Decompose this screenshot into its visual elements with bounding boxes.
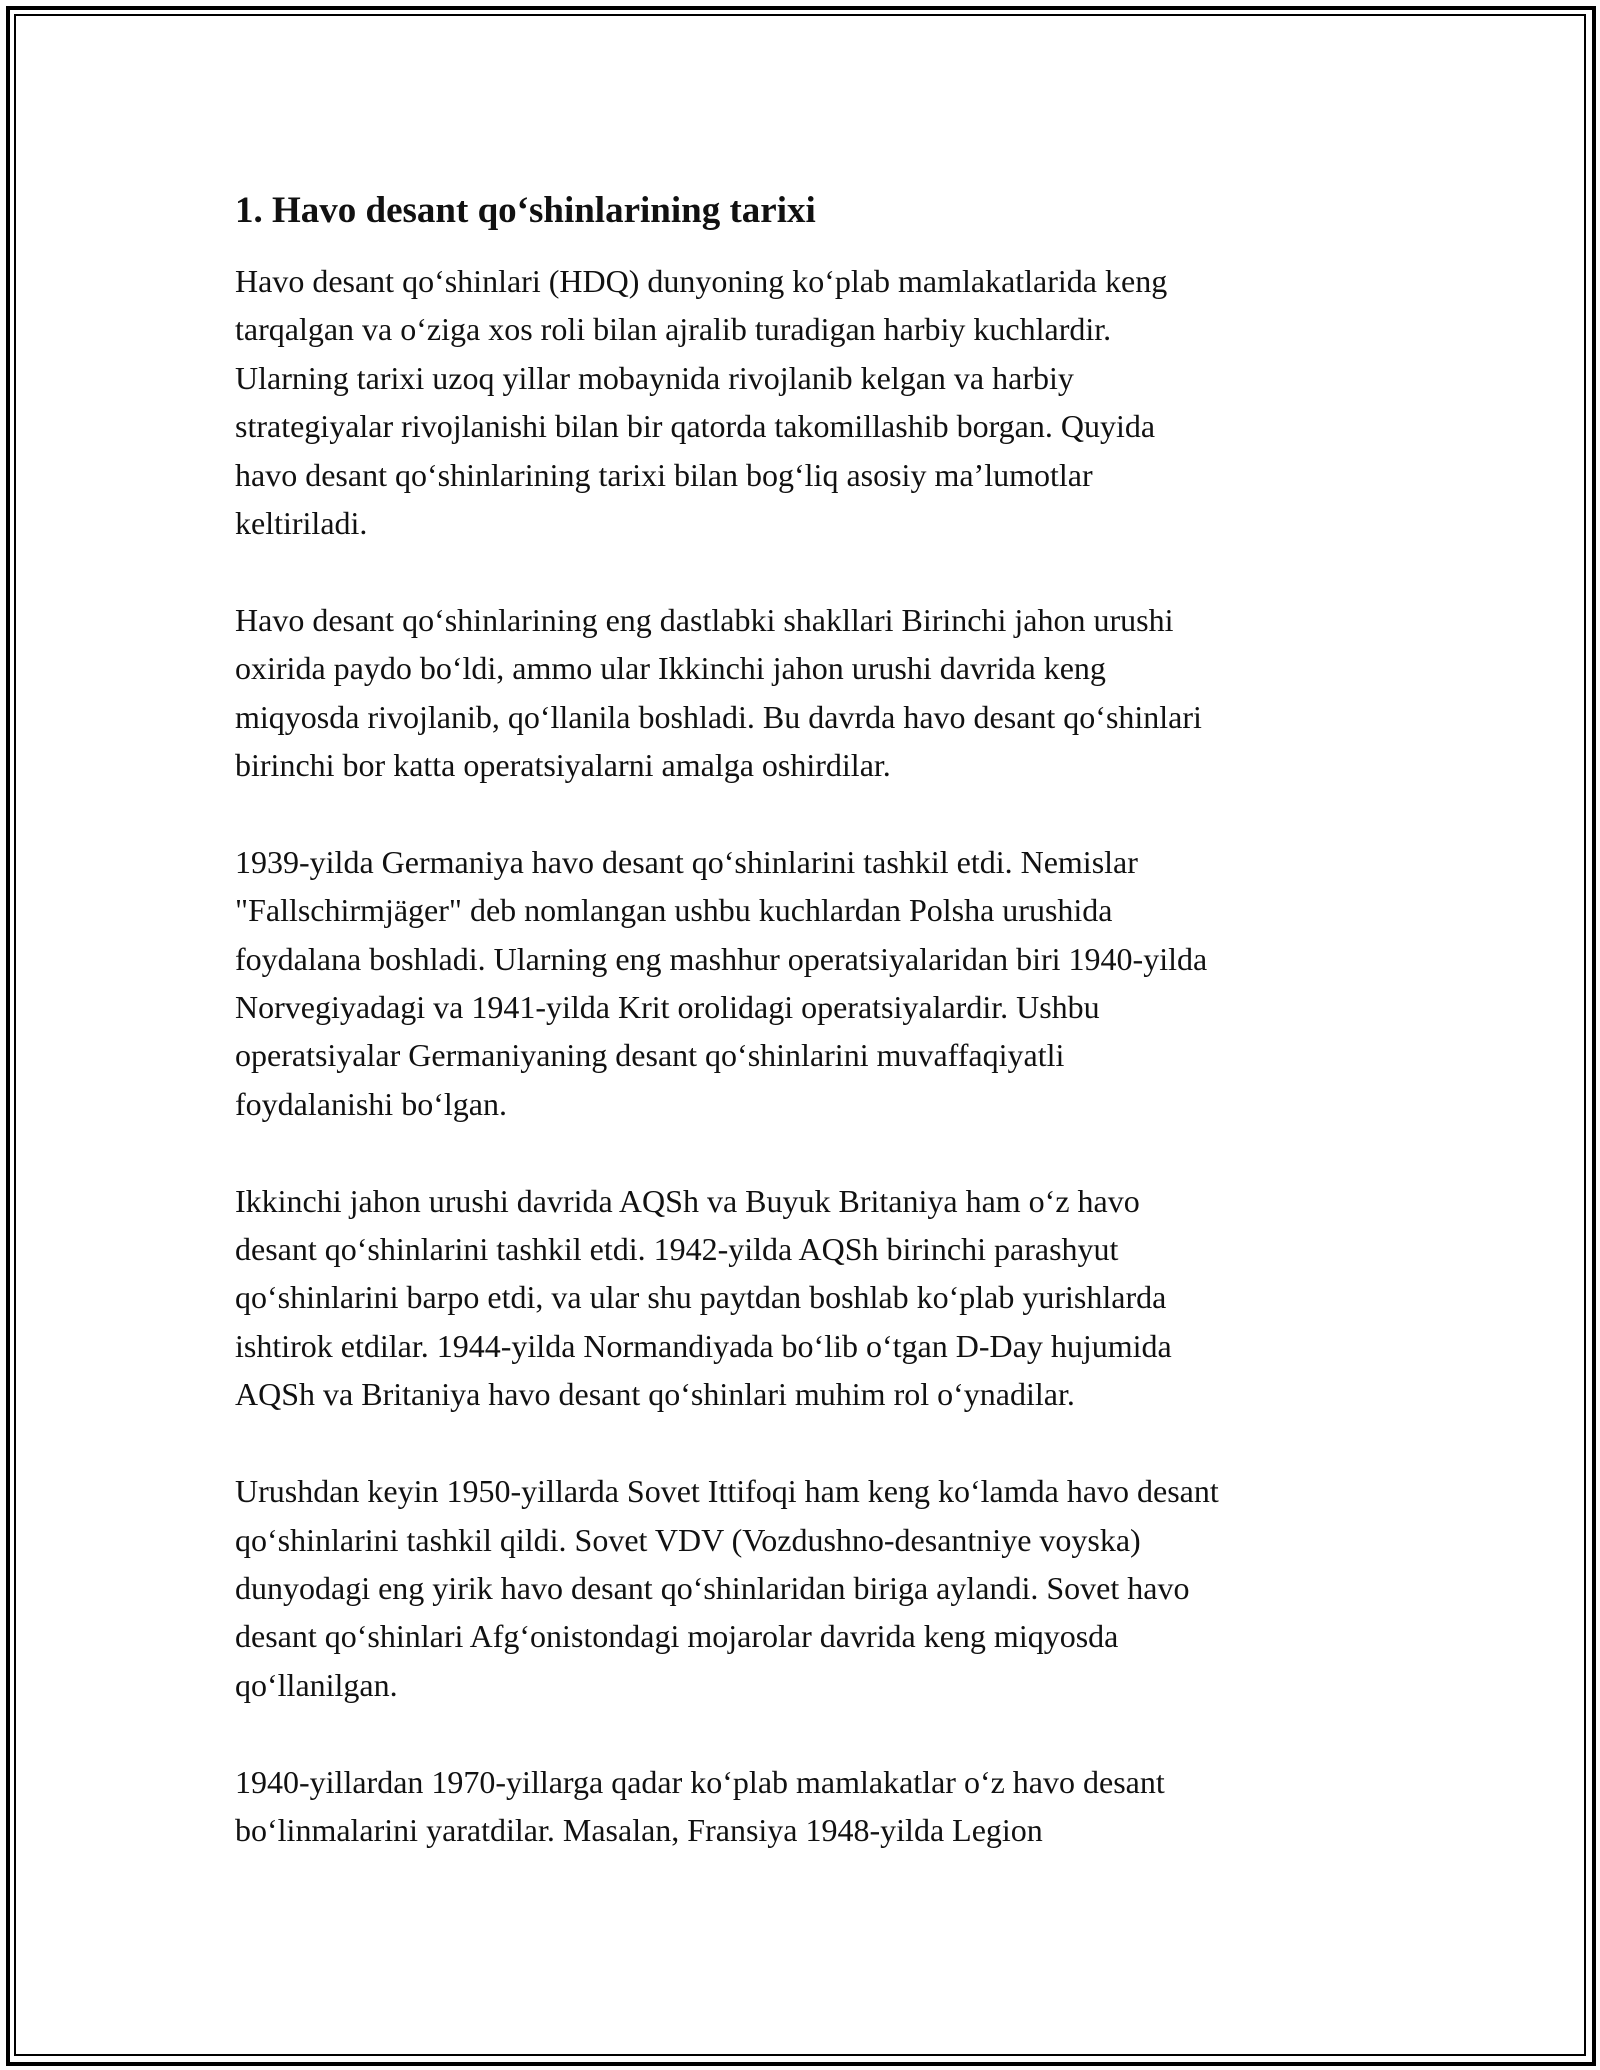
text-line: qo‘shinlarini tashkil qildi. Sovet VDV (Vozdushno-desantniye voyska) (235, 1521, 1141, 1558)
section-heading: 1. Havo desant qo‘shinlarining tarixi (235, 190, 816, 231)
paragraph-5 (235, 1467, 1375, 1709)
paragraph-2 (235, 596, 1375, 790)
text-line: desant qo‘shinlari Afg‘onistondagi mojarolar davrida keng miqyosda (235, 1618, 1119, 1655)
text-line: Urushdan keyin 1950-yillarda Sovet Ittifoqi ham keng ko‘lamda havo desant (235, 1473, 1219, 1510)
text-line: qo‘shinlarini barpo etdi, va ular shu paytdan boshlab ko‘plab yurishlarda (235, 1279, 1167, 1316)
text-line: miqyosda rivojlanib, qo‘llanila boshladi. Bu davrda havo desant qo‘shinlari (235, 698, 1202, 735)
paragraph-list (235, 257, 1375, 1854)
text-line: Norvegiyadagi va 1941-yilda Krit orolidagi operatsiyalardir. Ushbu (235, 989, 1100, 1026)
paragraph-4 (235, 1177, 1375, 1419)
text-line: Ikkinchi jahon urushi davrida AQSh va Buyuk Britaniya ham o‘z havo (235, 1182, 1140, 1219)
text-line: strategiyalar rivojlanishi bilan bir qatorda takomillashib borgan. Quyida (235, 408, 1156, 445)
text-line: ishtirok etdilar. 1944-yilda Normandiyada bo‘lib o‘tgan D-Day hujumida (235, 1327, 1172, 1364)
text-line: qo‘llanilgan. (235, 1666, 398, 1703)
text-line: Ularning tarixi uzoq yillar mobaynida rivojlanib kelgan va harbiy (235, 359, 1074, 396)
text-line: Havo desant qo‘shinlarining eng dastlabki shakllari Birinchi jahon urushi (235, 601, 1174, 638)
paragraph-6 (235, 1758, 1375, 1855)
document-body (235, 186, 1375, 1903)
text-line: foydalanishi bo‘lgan. (235, 1085, 507, 1122)
text-line: birinchi bor katta operatsiyalarni amalga oshirdilar. (235, 747, 891, 784)
text-line: Havo desant qo‘shinlari (HDQ) dunyoning ko‘plab mamlakatlarida keng (235, 263, 1168, 299)
text-line: dunyodagi eng yirik havo desant qo‘shinlaridan biriga aylandi. Sovet havo (235, 1569, 1190, 1606)
text-line: tarqalgan va o‘ziga xos roli bilan ajralib turadigan harbiy kuchlardir. (235, 311, 1112, 348)
text-line: foydalana boshladi. Ularning eng mashhur operatsiyalaridan biri 1940-yilda (235, 940, 1208, 977)
text-line: oxirida paydo bo‘ldi, ammo ular Ikkinchi jahon urushi davrida keng (235, 650, 1106, 687)
text-line: operatsiyalar Germaniyaning desant qo‘shinlarini muvaffaqiyatli (235, 1037, 1065, 1074)
paragraph-3 (235, 838, 1375, 1128)
text-line: "Fallschirmjäger" deb nomlangan ushbu kuchlardan Polsha urushida (235, 892, 1113, 929)
text-line: keltiriladi. (235, 505, 368, 542)
text-line: bo‘linmalarini yaratdilar. Masalan, Fransiya 1948-yilda Legion (235, 1811, 1043, 1848)
text-line: AQSh va Britaniya havo desant qo‘shinlari muhim rol o‘ynadilar. (235, 1376, 1075, 1413)
text-line: 1939-yilda Germaniya havo desant qo‘shinlarini tashkil etdi. Nemislar (235, 843, 1138, 880)
paragraph-1 (235, 257, 1375, 547)
text-line: havo desant qo‘shinlarining tarixi bilan bog‘liq asosiy ma’lumotlar (235, 456, 1093, 493)
text-line: desant qo‘shinlarini tashkil etdi. 1942-yilda AQSh birinchi parashyut (235, 1231, 1119, 1268)
text-line: 1940-yillardan 1970-yillarga qadar ko‘plab mamlakatlar o‘z havo desant (235, 1763, 1165, 1800)
